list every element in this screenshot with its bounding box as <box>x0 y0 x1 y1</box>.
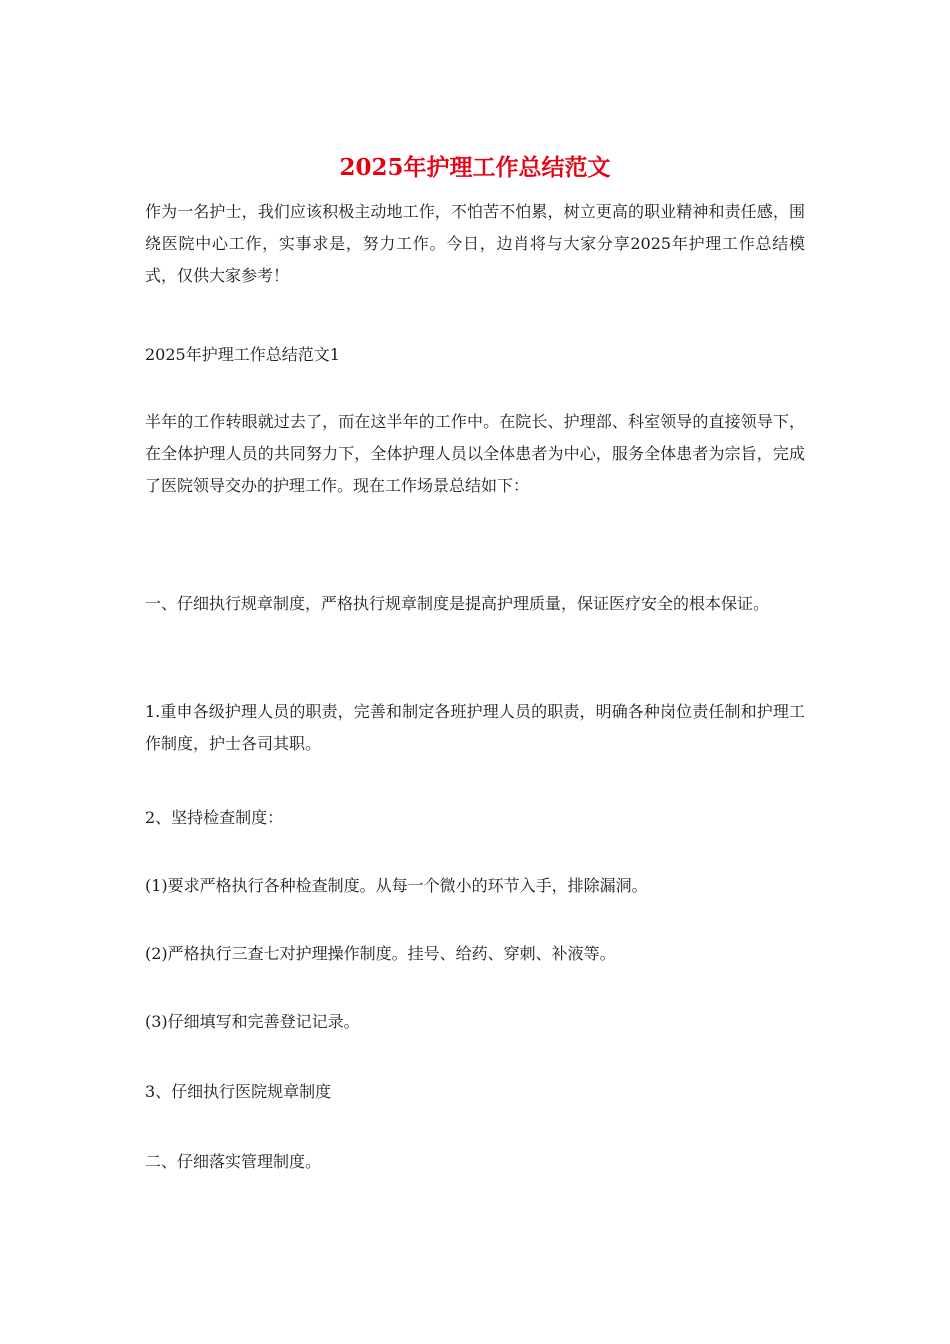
section-one-heading <box>145 588 805 620</box>
document-title: 2025年护理工作总结范文 <box>339 154 611 181</box>
intro-paragraph <box>145 196 805 292</box>
list-item-2 <box>145 802 805 834</box>
list-item-1 <box>145 696 805 760</box>
sub-item-2 <box>145 938 805 970</box>
paragraph: (3)仔细填写和完善登记记录。 <box>145 1012 360 1031</box>
paragraph: 2025年护理工作总结范文1 <box>145 345 340 364</box>
sub-item-3 <box>145 1006 805 1038</box>
paragraph: (1)要求严格执行各种检查制度。从每一个微小的环节入手，排除漏洞。 <box>145 876 648 895</box>
paragraph: 2、坚持检查制度： <box>145 808 284 827</box>
paragraph: 作为一名护士，我们应该积极主动地工作，不怕苦不怕累，树立更高的职业精神和责任感，围绕医院中心工作，实事求是，努力工作。今日，边肖将与大家分享2025年护理工作总结模式，仅供大家参考！ <box>145 202 805 285</box>
list-item-3 <box>145 1076 805 1108</box>
paragraph: 二、仔细落实管理制度。 <box>145 1152 322 1171</box>
paragraph: 一、仔细执行规章制度，严格执行规章制度是提高护理质量，保证医疗安全的根本保证。 <box>145 594 770 613</box>
paragraph: 3、仔细执行医院规章制度 <box>145 1082 332 1101</box>
sub-item-1 <box>145 870 805 902</box>
paragraph: 1.重申各级护理人员的职责，完善和制定各班护理人员的职责，明确各种岗位责任制和护理工作制度，护士各司其职。 <box>145 702 805 753</box>
section-two-heading <box>145 1146 805 1178</box>
paragraph: (2)严格执行三查七对护理操作制度。挂号、给药、穿刺、补液等。 <box>145 944 616 963</box>
summary-paragraph <box>145 406 805 502</box>
paragraph: 半年的工作转眼就过去了，而在这半年的工作中。在院长、护理部、科室领导的直接领导下，在全体护理人员的共同努力下，全体护理人员以全体患者为中心，服务全体患者为宗旨，完成了医院领导交办的护理工作。现在工作场景总结如下： <box>145 412 805 495</box>
section-heading <box>145 339 805 371</box>
